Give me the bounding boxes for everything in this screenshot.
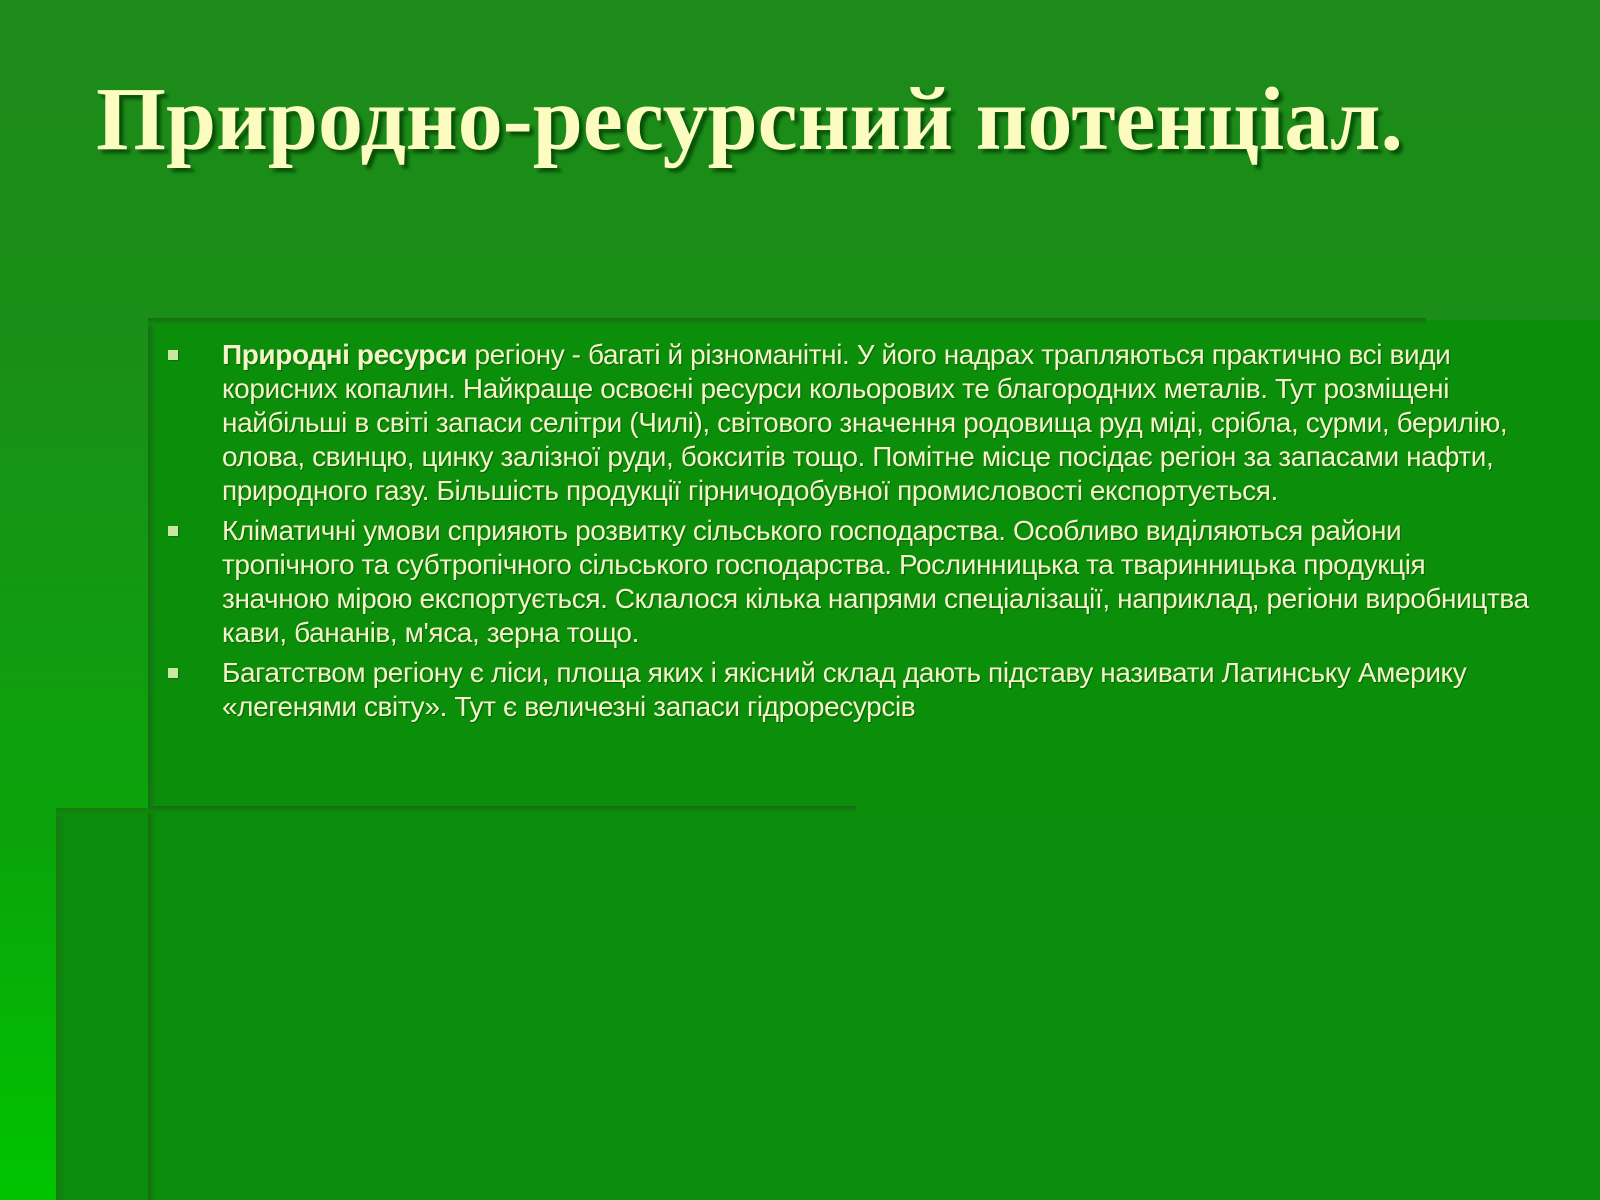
bullet-text: регіону - багаті й різноманітні. У його надрах трапляються практично всі види корисних копалин. Найкраще освоєні ресурси кольорових те благородних металів. Тут розміщені найбільші в світі запаси селітри (Чилі), світового значення родовища руд міді, срібла, сурми, берилію, олова, свинцю, цинку залізної руди, бокситів тощо. Помітне місце посідає регіон за запасами нафти, природного газу. Більшість продукції гірничодобувної промисловості експортується.	[222, 339, 1508, 506]
bullet-lead: Природні ресурси	[222, 339, 468, 370]
slide-content	[160, 338, 1530, 730]
decorative-panel-shadow	[56, 808, 146, 816]
bullet-text: Кліматичні умови сприяють розвитку сільського господарства. Особливо виділяються райони тропічного та субтропічного сільського господарства. Рослинницька та тваринницька продукція значною мірою експортується. Склалося кілька напрями спеціалізації, наприклад, регіони виробництва кави, бананів, м'яса, зерна тощо.	[222, 515, 1529, 648]
square-bullet-icon	[168, 526, 178, 536]
bullet-item	[160, 338, 1530, 508]
square-bullet-icon	[168, 668, 178, 678]
slide-title: Природно-ресурсний потенціал.	[96, 70, 1403, 169]
decorative-panel-edge	[148, 320, 156, 1200]
bullet-list	[160, 338, 1530, 724]
decorative-panel-edge	[148, 318, 1426, 326]
decorative-panel-edge	[148, 806, 856, 813]
bullet-item	[160, 514, 1530, 650]
square-bullet-icon	[168, 350, 178, 360]
bullet-item	[160, 656, 1530, 724]
decorative-panel-shadow	[56, 808, 66, 1200]
bullet-text: Багатством регіону є ліси, площа яких і якісний склад дають підставу називати Латинську Америку «легенями світу». Тут є величезні запаси гідроресурсів	[222, 657, 1467, 722]
decorative-panel-lower	[56, 808, 1600, 1200]
